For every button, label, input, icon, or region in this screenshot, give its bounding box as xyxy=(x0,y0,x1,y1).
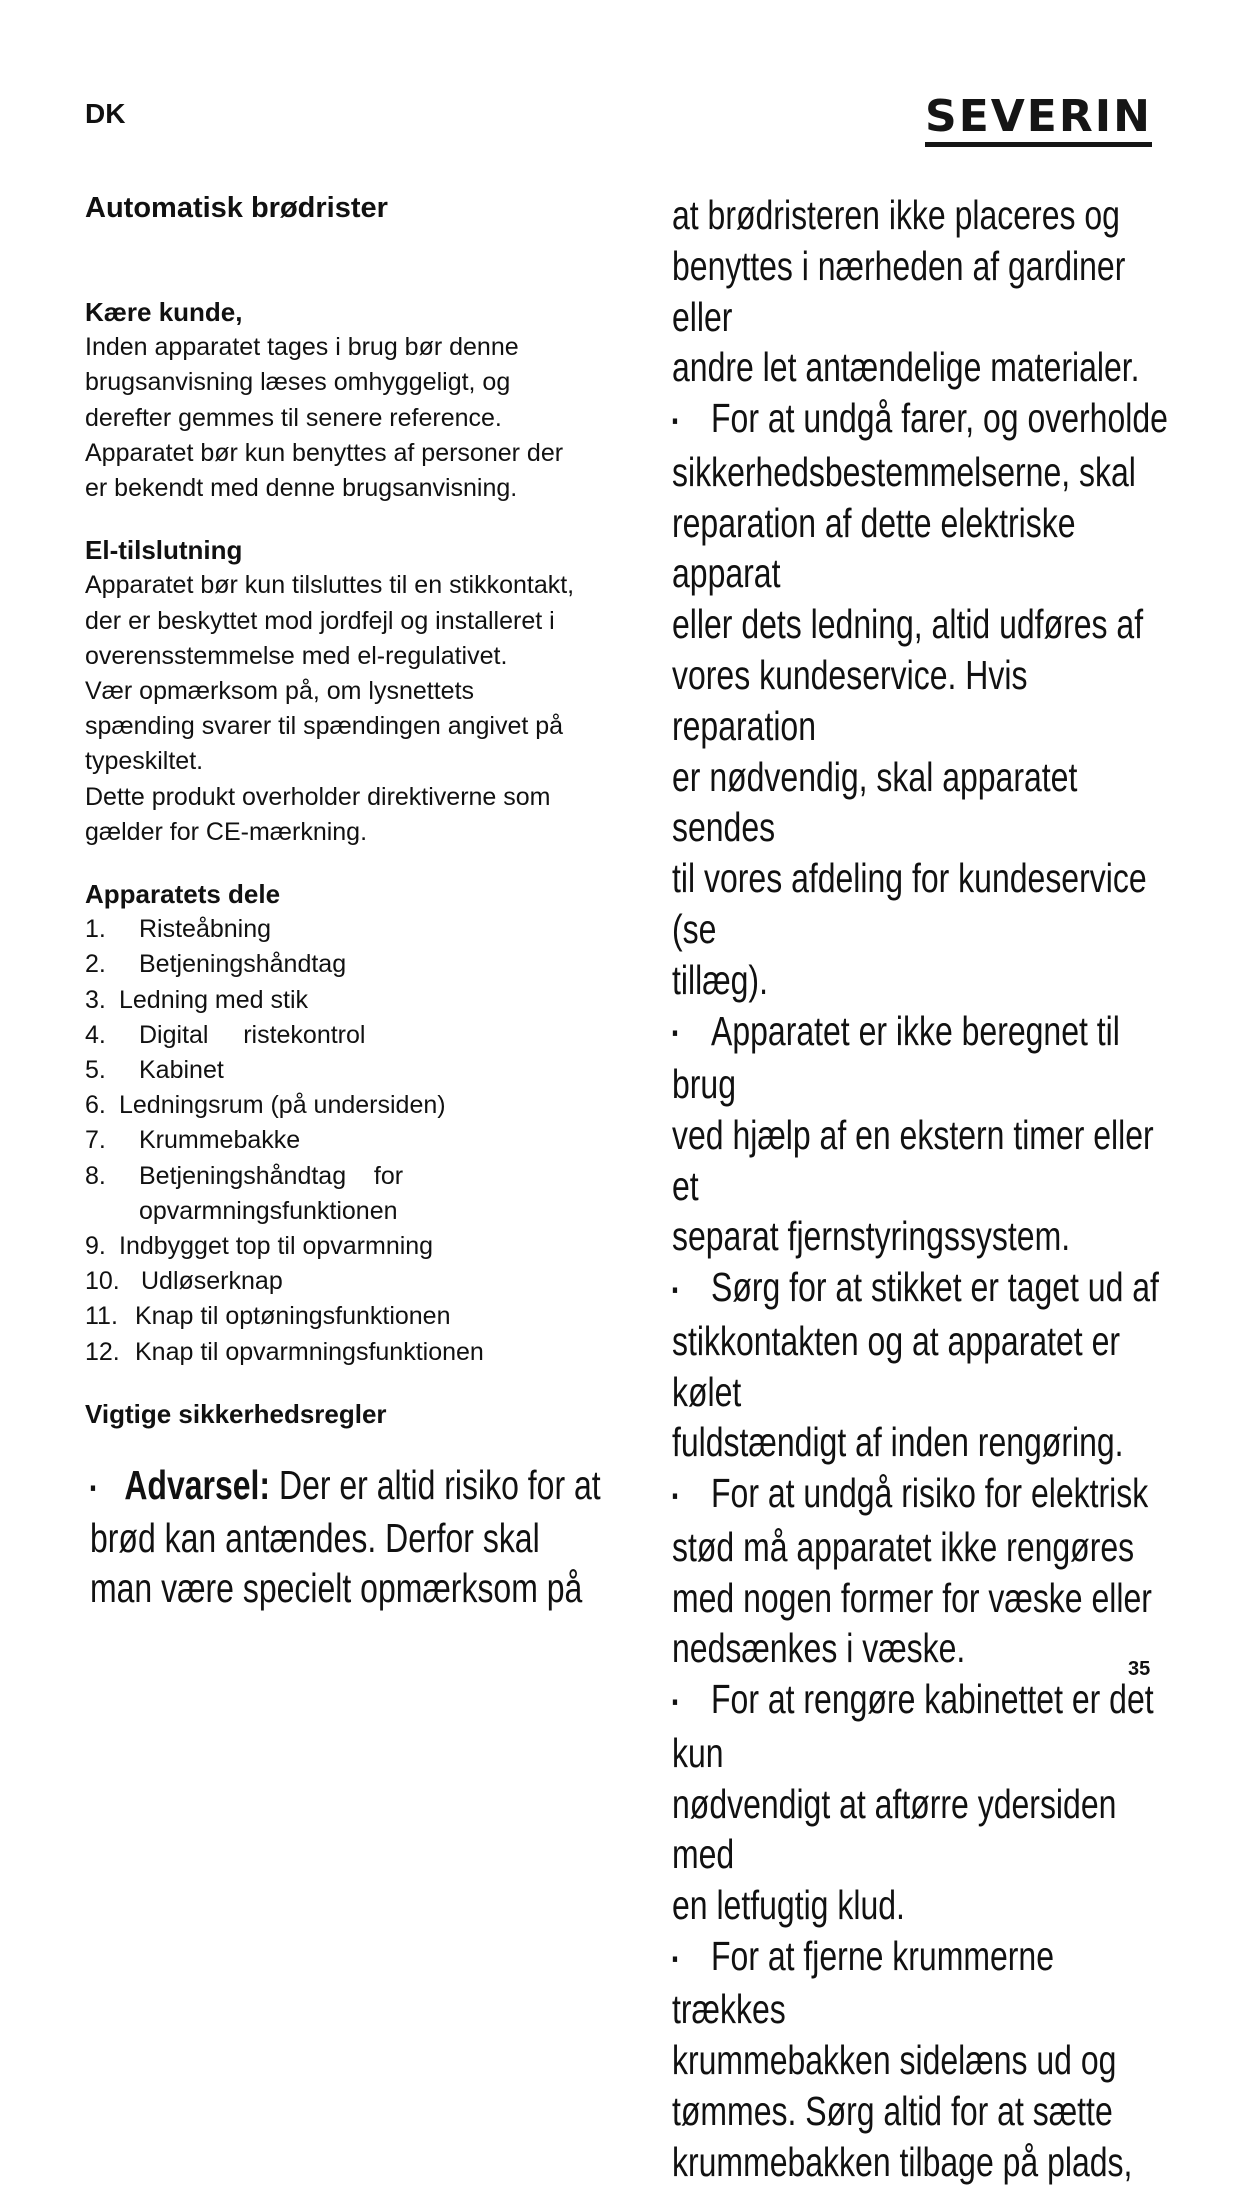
list-item: 6. Ledningsrum (på undersiden) xyxy=(85,1091,446,1120)
list-item: 9. Indbygget top til opvarmning xyxy=(85,1232,434,1261)
text-line: krummebakken tilbage på plads, xyxy=(672,2138,1133,2185)
text-line: med nogen former for væske eller xyxy=(672,1574,1152,1621)
bullet-item: ▪ For at undgå farer, og overholde xyxy=(672,393,1171,447)
bullet-icon: ▪ xyxy=(672,407,679,433)
safety-heading: Vigtige sikkerhedsregler xyxy=(85,1398,387,1429)
text-line: en letfugtig klud. xyxy=(672,1882,905,1929)
greeting-line: brugsanvisning læses omhyggeligt, og xyxy=(85,368,511,397)
text-line: separat fjernstyringssystem. xyxy=(672,1213,1071,1260)
greeting-line: er bekendt med denne brugsanvisning. xyxy=(85,474,518,503)
list-item: 3. Ledning med stik xyxy=(85,985,309,1014)
parts-heading: Apparatets dele xyxy=(85,879,281,910)
bullet-icon: ▪ xyxy=(672,1688,679,1714)
list-item: 4. Digital ristekontrol xyxy=(85,1020,366,1049)
electrical-heading: El-tilslutning xyxy=(85,535,243,566)
text-line: krummebakken sidelæns ud og xyxy=(672,2037,1117,2084)
text-line: tillæg). xyxy=(672,956,768,1003)
text-line: andre let antændelige materialer. xyxy=(672,344,1140,391)
text-line: ved hjælp af en ekstern timer eller et xyxy=(672,1111,1154,1209)
text-line: eller dets ledning, altid udføres af xyxy=(672,601,1144,648)
bullet-item: ▪ For at fjerne krummerne trækkes xyxy=(672,1932,1055,2033)
list-item: 11. Knap til optøningsfunktionen xyxy=(85,1302,451,1331)
bullet-icon: ▪ xyxy=(672,1020,679,1046)
text-line: stød må apparatet ikke rengøres xyxy=(672,1523,1135,1570)
text-line: benyttes i nærheden af gardiner eller xyxy=(672,242,1126,340)
electrical-line: overensstemmelse med el-regulativet. xyxy=(85,641,508,670)
electrical-line: spænding svarer til spændingen angivet på xyxy=(85,712,564,741)
right-column xyxy=(672,190,1172,2188)
warning-line: man være specielt opmærksom på xyxy=(90,1565,583,1612)
bullet-icon: ▪ xyxy=(90,1475,97,1501)
document-title: Automatisk brødrister xyxy=(85,192,388,224)
greeting-line: Apparatet bør kun benyttes af personer der xyxy=(85,438,564,467)
text-line: tømmes. Sørg altid for at sætte xyxy=(672,2088,1113,2135)
bullet-icon: ▪ xyxy=(672,1482,679,1508)
list-item: 7. Krummebakke xyxy=(85,1126,301,1155)
text-line: reparation af dette elektriske apparat xyxy=(672,499,1076,597)
text-line: til vores afdeling for kundeservice (se xyxy=(672,855,1147,952)
language-code: DK xyxy=(85,98,126,129)
list-item: 5. Kabinet xyxy=(85,1056,224,1085)
list-item: 2. Betjeningshåndtag xyxy=(85,950,347,979)
bullet-item: ▪ For at undgå risiko for elektrisk xyxy=(672,1468,1171,1522)
list-item: 12. Knap til opvarmningsfunktionen xyxy=(85,1337,484,1366)
list-item: 8. Betjeningshåndtag for xyxy=(85,1161,404,1190)
list-item: 1. Risteåbning xyxy=(85,915,272,944)
greeting-heading: Kære kunde, xyxy=(85,297,243,327)
text-line: at brødristeren ikke placeres og xyxy=(672,192,1120,238)
bullet-icon: ▪ xyxy=(672,1945,679,1971)
text-line: fuldstændigt af inden rengøring. xyxy=(672,1419,1124,1466)
electrical-line: der er beskyttet mod jordfejl og installeret i xyxy=(85,606,555,635)
greeting-line: Inden apparatet tages i brug bør denne xyxy=(85,333,519,362)
electrical-line: Vær opmærksom på, om lysnettets xyxy=(85,677,475,706)
list-item: opvarmningsfunktionen xyxy=(139,1196,398,1225)
greeting-line: derefter gemmes til senere reference. xyxy=(85,403,502,432)
text-line: stikkontakten og at apparatet er kølet xyxy=(672,1317,1121,1415)
electrical-line: gælder for CE-mærkning. xyxy=(85,817,368,846)
warning-line: brød kan antændes. Derfor skal xyxy=(90,1515,540,1562)
electrical-line: typeskiltet. xyxy=(85,747,204,776)
bullet-item: ▪ Sørg for at stikket er taget ud af xyxy=(672,1262,1171,1316)
text-line: nedsænkes i væske. xyxy=(672,1625,966,1672)
warning-label: Advarsel: xyxy=(124,1462,271,1508)
list-item: 10. Udløserknap xyxy=(85,1267,283,1296)
page-number: 35 xyxy=(1128,1658,1151,1680)
text-line: er nødvendig, skal apparatet sendes xyxy=(672,753,1078,851)
electrical-line: Apparatet bør kun tilsluttes til en stikkontakt, xyxy=(85,571,575,600)
warning-block xyxy=(90,1460,630,1613)
left-column xyxy=(85,295,625,1432)
text-line: sikkerhedsbestemmelserne, skal xyxy=(672,448,1136,495)
bullet-item: ▪ Apparatet er ikke beregnet til brug xyxy=(672,1007,1120,1108)
electrical-line: Dette produkt overholder direktiverne som xyxy=(85,782,551,811)
text-line: vores kundeservice. Hvis reparation xyxy=(672,651,1028,749)
severin-logo: SEVERIN xyxy=(925,94,1152,147)
warning-line: Der er altid risiko for at xyxy=(278,1462,601,1508)
text-line: nødvendigt at aftørre ydersiden med xyxy=(672,1780,1117,1878)
bullet-icon: ▪ xyxy=(672,1277,679,1303)
parts-list xyxy=(85,912,625,1370)
bullet-item: ▪ For at rengøre kabinettet er det kun xyxy=(672,1676,1154,1776)
